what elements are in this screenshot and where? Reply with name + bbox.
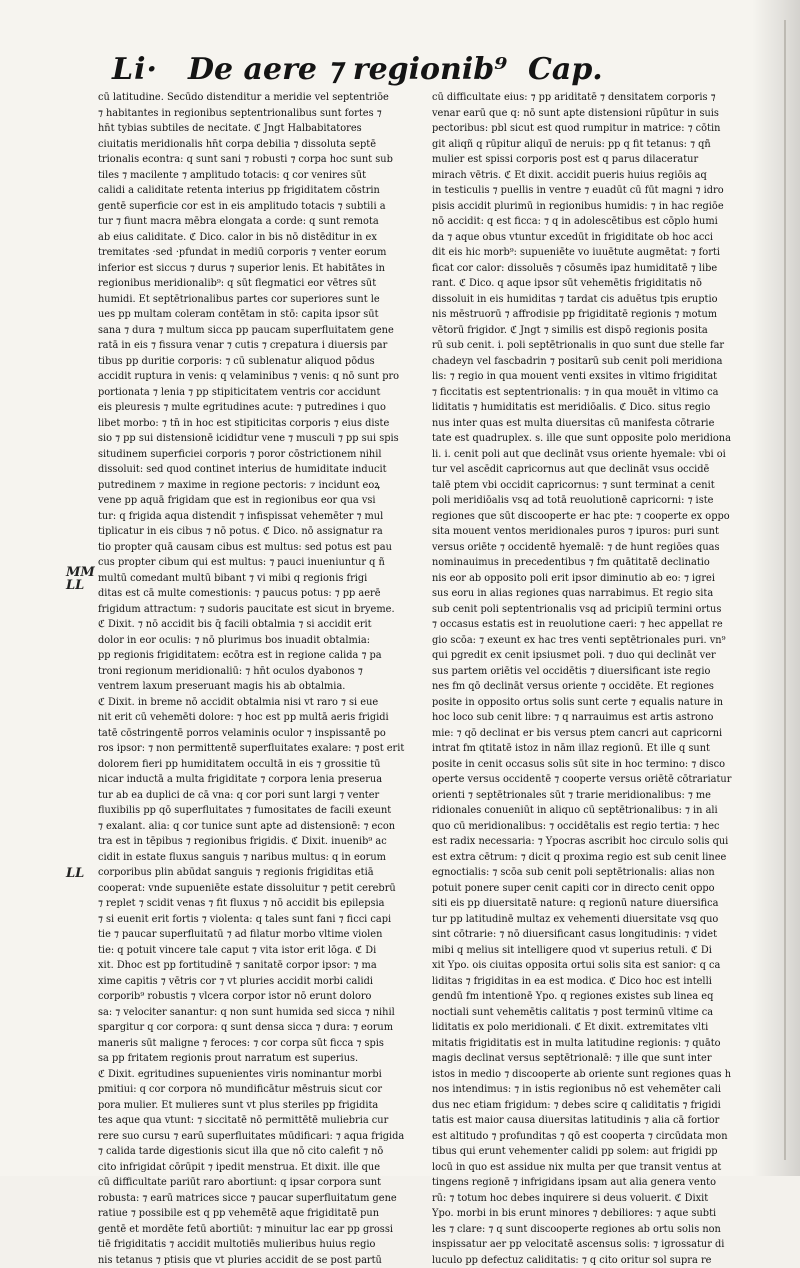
text-line: calidi a caliditate retenta interius pp frigiditatem cōstrin (98, 183, 416, 199)
text-line: sus eoru in alias regiones quas narrabimus. Et regio sita (432, 586, 752, 602)
marginal-note: LL (66, 866, 84, 881)
text-line: dissoluit: sed quod continet interius de humiditate inducit (98, 462, 416, 478)
text-line: pmitiui: q cor corpora nō mundificātur mēstruis sicut cor (98, 1082, 416, 1098)
page-edge-line (784, 20, 786, 1160)
text-line: venar earū que q: nō sunt apte distensioni rūpūtur in suis (432, 106, 752, 122)
text-line: chadeyn vel fascbadrin ⁊ positarū sub cenit poli meridiona (432, 354, 752, 370)
text-line: cidit in estate fluxus sanguis ⁊ naribus multus: q in eorum (98, 850, 416, 866)
text-line: egnoctialis: ⁊ scōa sub cenit poli septētrionalis: alias non (432, 865, 752, 881)
text-line: tate est quadruplex. s. ille que sunt opposite polo meridiona (432, 431, 752, 447)
text-line: vētorū frigidor. ℭ Jngt ⁊ similis est dispō regionis posita (432, 323, 752, 339)
text-line: tatē cōstringentē porros velaminis oculor ⁊ inspissantē po (98, 726, 416, 742)
text-line: sa: ⁊ velociter sanantur: q non sunt humida sed sicca ⁊ nihil (98, 1005, 416, 1021)
text-line: pisis accidit plurimū in regionibus humidis: ⁊ in hac regiōe (432, 199, 752, 215)
text-line: regiones que sūt discooperte er hac pte: ⁊ cooperte ex oppo (432, 509, 752, 525)
text-line: corporibus plin abūdat sanguis ⁊ regionis frigiditas etiā (98, 865, 416, 881)
text-line: est radix necessaria: ⁊ Ypocras ascribit hoc circulo solis qui (432, 834, 752, 850)
text-line: versus oriēte ⁊ occidentē hyemalē: ⁊ de hunt regiōes quas (432, 540, 752, 556)
text-line: situdinem superficiei corporis ⁊ poror cōstrictionem nihil (98, 447, 416, 463)
text-line: poli meridiōalis vsq ad totā reuolutionē capricorni: ⁊ iste (432, 493, 752, 509)
text-line: siti eis pp diuersitatē nature: q regionū nature diuersifica (432, 896, 752, 912)
text-line: ventrem laxum preseruant magis his ab obtalmia. (98, 679, 416, 695)
text-line: tur pp latitudinē multaz ex vehementi diuersitate vsq quo (432, 912, 752, 928)
text-line: multū comedant multū bibant ⁊ vi mibi q regionis frigi (98, 571, 416, 587)
text-line: ⁊ calida tarde digestionis sicut illa que nō cito calefit ⁊ nō (98, 1144, 416, 1160)
text-line: orienti ⁊ septētrionales sūt ⁊ trarie meridionalibus: ⁊ me (432, 788, 752, 804)
text-line: locū in quo est assidue nix multa per que transit ventus at (432, 1160, 752, 1176)
text-line: tes aque qua vtunt: ⁊ siccitatē nō permittētē muliebria cur (98, 1113, 416, 1129)
text-line: posite in cenit occasus solis sūt site in hoc termino: ⁊ disco (432, 757, 752, 773)
text-line: tra est in tēpibus ⁊ regionibus frigidis. ℭ Dixit. inuenib⁹ ac (98, 834, 416, 850)
text-line: tie: q potuit vincere tale caput ⁊ vita istor erit lōga. ℭ Di (98, 943, 416, 959)
text-line: inferior est siccus ⁊ durus ⁊ superior lenis. Et habitātes in (98, 261, 416, 277)
text-line: cooperat: vnde supueniēte estate dissoluitur ⁊ petit cerebrū (98, 881, 416, 897)
text-line: fluxibilis pp qō superfluitates ⁊ fumositates de facili exeunt (98, 803, 416, 819)
text-line: rere suo cursu ⁊ earū superfluitates mūdificari: ⁊ aqua frigida (98, 1129, 416, 1145)
text-line: istos in medio ⁊ discooperte ab oriente sunt regiones quas h (432, 1067, 752, 1083)
text-line: ues pp multam coleram contētam in stō: capita ipsor sūt (98, 307, 416, 323)
text-line: nos intendimus: ⁊ in istis regionibus nō est vehemēter cali (432, 1082, 752, 1098)
text-line: mitatis frigiditatis est in multa latitudine regionis: ⁊ quāto (432, 1036, 752, 1052)
text-line: xit Ypo. ois ciuitas opposita ortui solis sita est sanior: q ca (432, 958, 752, 974)
running-title: De aere ⁊ regionib⁹ (188, 52, 507, 87)
text-line: tibus qui erunt vehementer calidi pp solem: aut frigidi pp (432, 1144, 752, 1160)
text-line: ditas est cā multe comestionis: ⁊ paucus potus: ⁊ pp aerē (98, 586, 416, 602)
text-line: liditatis ex polo meridionali. ℭ Et dixit. extremitates vlti (432, 1020, 752, 1036)
text-line: pp regionis frigiditatem: ecōtra est in regione calida ⁊ pa (98, 648, 416, 664)
text-line: ⁊ si euenit erit fortis ⁊ violenta: q tales sunt fani ⁊ ficci capi (98, 912, 416, 928)
text-line: hoc loco sub cenit libre: ⁊ q narrauimus est artis astrono (432, 710, 752, 726)
text-line: dus nec etiam frigidum: ⁊ debes scire q caliditatis ⁊ frigidi (432, 1098, 752, 1114)
text-line: ℭ Dixit. in breme nō accidit obtalmia nisi vt raro ⁊ si eue (98, 695, 416, 711)
text-line: ⁊ exalant. alia: q cor tunice sunt apte ad distensionē: ⁊ econ (98, 819, 416, 835)
text-line: qui pgredit ex cenit ipsiusmet poli. ⁊ duo qui declināt ver (432, 648, 752, 664)
text-line: git aliqñ q rūpitur aliquī de neruis: pp q fit tetanus: ⁊ qñ (432, 137, 752, 153)
text-column-left (98, 90, 416, 1090)
text-line: li. i. cenit poli aut que declināt vsus oriente hyemale: vbi oi (432, 447, 752, 463)
text-line: nit erit cū vehemēti dolore: ⁊ hoc est pp multā aeris frigidi (98, 710, 416, 726)
text-line: nicar inductā a multa frigiditate ⁊ corpora lenia preserua (98, 772, 416, 788)
text-line: ciuitatis meridionalis hn̄t corpa debilia ⁊ dissoluta septē (98, 137, 416, 153)
text-line: putredinem ⁊ maxime in regione pectoris: ⁊ incidunt eoꝝ (98, 478, 416, 494)
text-line: ⁊ occasus estatis est in reuolutione caeri: ⁊ hec appellat re (432, 617, 752, 633)
text-line: spargitur q cor corpora: q sunt densa sicca ⁊ dura: ⁊ eorum (98, 1020, 416, 1036)
text-line: potuit ponere super cenit capiti cor in directo cenit oppo (432, 881, 752, 897)
page-edge-shadow (752, 0, 800, 1176)
text-line: pora mulier. Et mulieres sunt vt plus steriles pp frigidita (98, 1098, 416, 1114)
text-line: inspissatur aer pp velocitatē ascensus solis: ⁊ igrossatur di (432, 1237, 752, 1253)
text-line: mirach vētris. ℭ Et dixit. accidit pueris huius regiōis aq (432, 168, 752, 184)
text-line: posite in opposito ortus solis sunt certe ⁊ equalis nature in (432, 695, 752, 711)
text-line: cū latitudine. Secūdo distenditur a meridie vel septentriōe (98, 90, 416, 106)
text-line: gendū fm intentionē Ypo. q regiones existes sub linea eq (432, 989, 752, 1005)
text-line: tur: q frigida aqua distendit ⁊ infispissat vehemēter ⁊ mul (98, 509, 416, 525)
text-line: dit eis hic morb⁹: supueniēte vo iuuētute augmētat: ⁊ forti (432, 245, 752, 261)
text-line: tatis est maior causa diuersitas latitudinis ⁊ alia cā fortior (432, 1113, 752, 1129)
text-line: dolor in eor oculis: ⁊ nō plurimus bos inuadit obtalmia: (98, 633, 416, 649)
text-line: humidi. Et septētrionalibus partes cor superiores sunt le (98, 292, 416, 308)
text-line: gentē et mordēte fetū abortiūt: ⁊ minuitur lac ear pp grossi (98, 1222, 416, 1238)
text-line: ridionales conueniūt in aliquo cū septētrionalibus: ⁊ in ali (432, 803, 752, 819)
text-line: da ⁊ aque obus vtuntur excedūt in frigiditate ob hoc acci (432, 230, 752, 246)
text-line: lis: ⁊ regio in qua mouent venti exsites in vltimo frigiditat (432, 369, 752, 385)
text-line: ratā in eis ⁊ fissura venar ⁊ cutis ⁊ crepatura i diuersis par (98, 338, 416, 354)
running-head (112, 52, 712, 92)
text-line: nes fm qō declināt versus oriente ⁊ occidēte. Et regiones (432, 679, 752, 695)
text-line: ab eius caliditate. ℭ Dico. calor in bis nō distēditur in ex (98, 230, 416, 246)
text-line: accidit ruptura in venis: q velaminibus ⁊ venis: q nō sunt pro (98, 369, 416, 385)
text-line: talē ptem vbi occidit capricornus: ⁊ sunt terminat a cenit (432, 478, 752, 494)
text-line: luculo pp defectuz caliditatis: ⁊ q cito oritur sol supra re (432, 1253, 752, 1268)
text-line: nis eor ab opposito poli erit ipsor diminutio ab eo: ⁊ igrei (432, 571, 752, 587)
text-line: gio scōa: ⁊ exeunt ex hac tres venti septētrionales puri. vn⁹ (432, 633, 752, 649)
chapter-heading: Cap. (528, 52, 603, 87)
text-line: xime capitis ⁊ vētris cor ⁊ vt pluries accidit morbi calidi (98, 974, 416, 990)
text-line: ros ipsor: ⁊ non permittentē superfluitates exalare: ⁊ post erit (98, 741, 416, 757)
text-line: sint cōtrarie: ⁊ nō diuersificant casus longitudinis: ⁊ videt (432, 927, 752, 943)
text-line: les ⁊ clare: ⁊ q sunt discooperte regiones ab ortu solis non (432, 1222, 752, 1238)
text-line: nis tetanus ⁊ ptisis que vt pluries accidit de se post partū (98, 1253, 416, 1268)
text-line: portionata ⁊ lenia ⁊ pp stipiticitatem ventris cor accidunt (98, 385, 416, 401)
text-line: libet morbo: ⁊ tn̄ in hoc est stipiticitas corporis ⁊ eius diste (98, 416, 416, 432)
text-line: cū difficultate pariūt raro abortiunt: q ipsar corpora sunt (98, 1175, 416, 1191)
text-line: nō accidit: q est ficca: ⁊ q in adolescētibus est cōplo humi (432, 214, 752, 230)
text-line: frigidum attractum: ⁊ sudoris paucitate est sicut in bryeme. (98, 602, 416, 618)
text-line: intrat fm qtitatē istoz in nām illaz regionū. Et ille q sunt (432, 741, 752, 757)
book-number: Li· (112, 52, 158, 87)
text-line: rū: ⁊ totum hoc debes inquirere si deus voluerit. ℭ Dixit (432, 1191, 752, 1207)
text-line: noctiali sunt vehemētis calitatis ⁊ post terminū vltime ca (432, 1005, 752, 1021)
text-line: sana ⁊ dura ⁊ multum sicca pp paucam superfluitatem gene (98, 323, 416, 339)
marginal-note: MM LL (66, 566, 95, 592)
text-line: mie: ⁊ qō declinat er bis versus ptem cancri aut capricorni (432, 726, 752, 742)
text-line: liditas ⁊ frigiditas in ea est modica. ℭ Dico hoc est intelli (432, 974, 752, 990)
text-line: cū difficultate eius: ⁊ pp ariditatē ⁊ densitatem corporis ⁊ (432, 90, 752, 106)
text-line: ficat cor calor: dissoluēs ⁊ cōsumēs ipaz humiditatē ⁊ libe (432, 261, 752, 277)
text-line: ⁊ replet ⁊ scidit venas ⁊ fit fluxus ⁊ nō accidit bis epilepsia (98, 896, 416, 912)
text-line: hn̄t tybias subtiles de necitate. ℭ Jngt Halbabitatores (98, 121, 416, 137)
text-line: trionalis econtra: q sunt sani ⁊ robusti ⁊ corpa hoc sunt sub (98, 152, 416, 168)
text-line: ratiue ⁊ possibile est q pp vehemētē aque frigiditatē pun (98, 1206, 416, 1222)
text-line: liditatis ⁊ humiditatis est meridiōalis. ℭ Dico. situs regio (432, 400, 752, 416)
text-line: dissoluit in eis humiditas ⁊ tardat cis aduētus tpis eruptio (432, 292, 752, 308)
text-line: cus propter cibum qui est multus: ⁊ pauci inueniuntur q ñ (98, 555, 416, 571)
text-line: sita mouent ventos meridionales puros ⁊ ipuros: puri sunt (432, 524, 752, 540)
text-line: corporib⁹ robustis ⁊ vlcera corpor istor nō erunt doloro (98, 989, 416, 1005)
text-line: tremitates ·sed ·pfundat in mediū corporis ⁊ venter eorum (98, 245, 416, 261)
text-line: nominauimus in precedentibus ⁊ fm quātitatē declinatio (432, 555, 752, 571)
text-line: tur ⁊ fiunt macra mēbra elongata a corde: q sunt remota (98, 214, 416, 230)
text-line: tur vel ascēdit capricornus aut que declināt vsus occidē (432, 462, 752, 478)
text-line: nis mēstruorū ⁊ affrodisie pp frigiditatē regionis ⁊ motum (432, 307, 752, 323)
text-line: quo cū meridionalibus: ⁊ occidētalis est regio tertia: ⁊ hec (432, 819, 752, 835)
text-line: gentē superficie cor est in eis amplitudo totacis ⁊ subtili a (98, 199, 416, 215)
text-line: regionibus meridionalib⁹: q sūt flegmatici eor vētres sūt (98, 276, 416, 292)
text-line: rū sub cenit. i. poli septētrionalis in quo sunt due stelle far (432, 338, 752, 354)
text-line: Ypo. morbi in bis erunt minores ⁊ debiliores: ⁊ aque subti (432, 1206, 752, 1222)
text-line: in testiculis ⁊ puellis in ventre ⁊ euadūt cū fūt magni ⁊ idro (432, 183, 752, 199)
text-line: operte versus occidentē ⁊ cooperte versus oriētē cōtrariatur (432, 772, 752, 788)
text-line: maneris sūt maligne ⁊ feroces: ⁊ cor corpa sūt ficca ⁊ spis (98, 1036, 416, 1052)
text-line: sus partem oriētis vel occidētis ⁊ diuersificant iste regio (432, 664, 752, 680)
text-line: tio propter quā causam cibus est multus: sed potus est pau (98, 540, 416, 556)
text-line: tiles ⁊ macilente ⁊ amplitudo totacis: q cor venires sūt (98, 168, 416, 184)
text-line: tur ab ea duplici de cā vna: q cor pori sunt largi ⁊ venter (98, 788, 416, 804)
text-line: ℭ Dixit. ⁊ nō accidit bis q̄ facili obtalmia ⁊ si accidit erit (98, 617, 416, 633)
text-line: xit. Dhoc est pp fortitudinē ⁊ sanitatē corpor ipsor: ⁊ ma (98, 958, 416, 974)
text-line: ℭ Dixit. egritudines supuenientes viris nominantur morbi (98, 1067, 416, 1083)
text-line: pectoribus: pbl sicut est quod rumpitur in matrice: ⁊ cōtin (432, 121, 752, 137)
text-line: eis pleuresis ⁊ multe egritudines acute: ⁊ putredines i quo (98, 400, 416, 416)
text-column-right (432, 90, 752, 1090)
text-line: dolorem fieri pp humiditatem occultā in eis ⁊ grossitie tū (98, 757, 416, 773)
text-line: sio ⁊ pp sui distensionē icididtur vene ⁊ musculi ⁊ pp sui spis (98, 431, 416, 447)
text-line: est extra cētrum: ⁊ dicit q proxima regio est sub cenit linee (432, 850, 752, 866)
text-line: nus inter quas est multa diuersitas cū manifesta cōtrarie (432, 416, 752, 432)
text-line: tiplicatur in eis cibus ⁊ nō potus. ℭ Dico. nō assignatur ra (98, 524, 416, 540)
text-line: rant. ℭ Dico. q aque ipsor sūt vehemētis frigiditatis nō (432, 276, 752, 292)
text-line: robusta: ⁊ earū matrices sicce ⁊ paucar superfluitatum gene (98, 1191, 416, 1207)
text-line: vene pp aquā frigidam que est in regionibus eor qua vsi (98, 493, 416, 509)
text-line: sa pp fritatem regionis prout narratum est superius. (98, 1051, 416, 1067)
text-line: tingens regionē ⁊ infrigidans ipsam aut alia genera vento (432, 1175, 752, 1191)
text-line: mibi q melius sit intelligere quod vt superius retuli. ℭ Di (432, 943, 752, 959)
text-line: ⁊ ficcitatis est septentrionalis: ⁊ in qua mouēt in vltimo ca (432, 385, 752, 401)
text-line: ⁊ habitantes in regionibus septentrionalibus sunt fortes ⁊ (98, 106, 416, 122)
text-line: tiē frigiditatis ⁊ accidit multotiēs mulieribus huius regio (98, 1237, 416, 1253)
text-line: magis declinat versus septētrionalē: ⁊ ille que sunt inter (432, 1051, 752, 1067)
text-line: est altitudo ⁊ profunditas ⁊ qō est cooperta ⁊ circūdata mon (432, 1129, 752, 1145)
text-line: sub cenit poli septentrionalis vsq ad pricipiū termini ortus (432, 602, 752, 618)
text-line: troni regionum meridionaliū: ⁊ hn̄t oculos dyabonos ⁊ (98, 664, 416, 680)
text-line: mulier est spissi corporis post est q parus dilaceratur (432, 152, 752, 168)
text-line: tie ⁊ paucar superfluitatū ⁊ ad filatur morbo vltime violen (98, 927, 416, 943)
text-line: cito infrigidat cōrūpit ⁊ ipedit menstrua. Et dixit. ille que (98, 1160, 416, 1176)
text-line: tibus pp duritie corporis: ⁊ cū sublenatur aliquod pōdus (98, 354, 416, 370)
